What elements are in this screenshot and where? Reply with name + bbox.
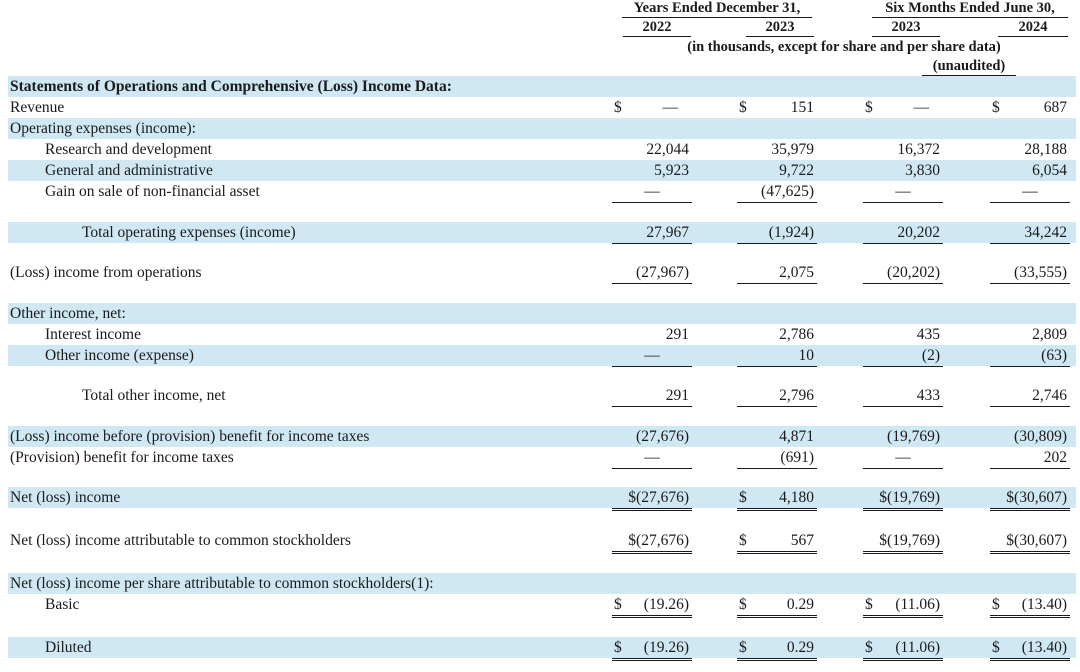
gna-h1-2024: 6,054 <box>1032 162 1067 179</box>
row-other-income-header <box>8 303 1076 324</box>
diluted-h1-2023: $ (11.06) <box>863 637 943 661</box>
tax-2022: — <box>612 447 692 469</box>
row-label: (Loss) income from operations <box>10 264 202 281</box>
row-label: Revenue <box>10 99 65 116</box>
tax-h1-2023: — <box>863 447 943 469</box>
section-title-row <box>8 76 1076 97</box>
rnd-h1-2023: 16,372 <box>897 141 940 158</box>
interest-h1-2024: 2,809 <box>1032 326 1067 343</box>
other-exp-h1-2024: (63) <box>990 345 1070 367</box>
other-exp-2022: — <box>612 345 692 367</box>
gain-2023: (47,625) <box>737 181 817 203</box>
total-opex-h1-2023: 20,202 <box>863 222 943 244</box>
row-label: Research and development <box>45 141 212 158</box>
row-label: Interest income <box>45 326 141 343</box>
header-year-2024: 2024 <box>998 19 1068 37</box>
net-common-h1-2023: $(19,769) <box>863 530 943 554</box>
basic-h1-2024: $ (13.40) <box>990 594 1070 618</box>
header-year-2022: 2022 <box>623 19 691 37</box>
total-opex-2022: 27,967 <box>612 222 692 244</box>
revenue-2023: $ 151 <box>739 99 814 116</box>
revenue-h1-2023: $ — <box>865 99 929 116</box>
total-other-h1-2024: 2,746 <box>990 385 1070 407</box>
header-six-months-ended: Six Months Ended June 30, <box>872 0 1068 18</box>
rnd-2022: 22,044 <box>646 141 689 158</box>
pretax-2023: 4,871 <box>779 428 814 445</box>
revenue-2022: $ — <box>614 99 678 116</box>
revenue-h1-2024: $ 687 <box>992 99 1067 116</box>
diluted-2022: $ (19.26) <box>612 637 692 661</box>
total-opex-h1-2024: 34,242 <box>990 222 1070 244</box>
net-common-2023: $ 567 <box>737 530 817 554</box>
basic-2023: $ 0.29 <box>737 594 817 618</box>
section-title: Statements of Operations and Comprehensive (Loss) Income Data: <box>10 78 452 95</box>
ops-2022: (27,967) <box>612 262 692 284</box>
row-opex-header <box>8 118 1076 139</box>
rnd-h1-2024: 28,188 <box>1024 141 1067 158</box>
row-label: Net (loss) income per share attributable to common stockholders(1): <box>10 575 434 592</box>
net-2022: $(27,676) <box>612 487 692 511</box>
pretax-h1-2023: (19,769) <box>887 428 940 445</box>
total-opex-2023: (1,924) <box>737 222 817 244</box>
row-label: Total operating expenses (income) <box>82 224 296 241</box>
basic-2022: $ (19.26) <box>612 594 692 618</box>
gain-2022: — <box>612 181 692 203</box>
row-label: (Provision) benefit for income taxes <box>10 449 234 466</box>
basic-h1-2023: $ (11.06) <box>863 594 943 618</box>
other-exp-h1-2023: (2) <box>863 345 943 367</box>
total-other-2022: 291 <box>612 385 692 407</box>
row-label: Total other income, net <box>82 387 226 404</box>
net-h1-2024: $(30,607) <box>990 487 1070 511</box>
other-exp-2023: 10 <box>737 345 817 367</box>
net-common-2022: $(27,676) <box>612 530 692 554</box>
gain-h1-2023: — <box>863 181 943 203</box>
diluted-h1-2024: $ (13.40) <box>990 637 1070 661</box>
ops-h1-2024: (33,555) <box>990 262 1070 284</box>
row-label: Basic <box>45 596 80 613</box>
gna-2022: 5,923 <box>654 162 689 179</box>
pretax-h1-2024: (30,809) <box>1014 428 1067 445</box>
net-2023: $ 4,180 <box>737 487 817 511</box>
tax-h1-2024: 202 <box>990 447 1070 469</box>
header-year-2023-six-months: 2023 <box>872 19 940 37</box>
row-label: Net (loss) income attributable to common stockholders <box>10 532 351 549</box>
interest-2023: 2,786 <box>779 326 814 343</box>
total-other-2023: 2,796 <box>737 385 817 407</box>
interest-h1-2023: 435 <box>916 326 940 343</box>
row-eps-header <box>8 573 1076 594</box>
gain-h1-2024: — <box>990 181 1070 203</box>
row-label: Diluted <box>45 639 92 656</box>
header-units-note: (in thousands, except for share and per share data) <box>687 39 1001 55</box>
header-unaudited: (unaudited) <box>922 58 1016 76</box>
row-label: Other income, net: <box>10 305 126 322</box>
rnd-2023: 35,979 <box>771 141 814 158</box>
gna-h1-2023: 3,830 <box>905 162 940 179</box>
total-other-h1-2023: 433 <box>863 385 943 407</box>
ops-2023: 2,075 <box>737 262 817 284</box>
pretax-2022: (27,676) <box>636 428 689 445</box>
net-h1-2023: $(19,769) <box>863 487 943 511</box>
row-label: Net (loss) income <box>10 489 121 506</box>
header-year-2023: 2023 <box>746 19 814 37</box>
row-label: General and administrative <box>45 162 213 179</box>
ops-h1-2023: (20,202) <box>863 262 943 284</box>
row-label: Operating expenses (income): <box>10 120 196 137</box>
tax-2023: (691) <box>737 447 817 469</box>
gna-2023: 9,722 <box>779 162 814 179</box>
interest-2022: 291 <box>665 326 689 343</box>
net-common-h1-2024: $(30,607) <box>990 530 1070 554</box>
header-years-ended: Years Ended December 31, <box>622 0 812 18</box>
row-label: (Loss) income before (provision) benefit for income taxes <box>10 428 370 445</box>
diluted-2023: $ 0.29 <box>737 637 817 661</box>
row-label: Other income (expense) <box>45 347 194 364</box>
row-label: Gain on sale of non-financial asset <box>45 183 260 200</box>
